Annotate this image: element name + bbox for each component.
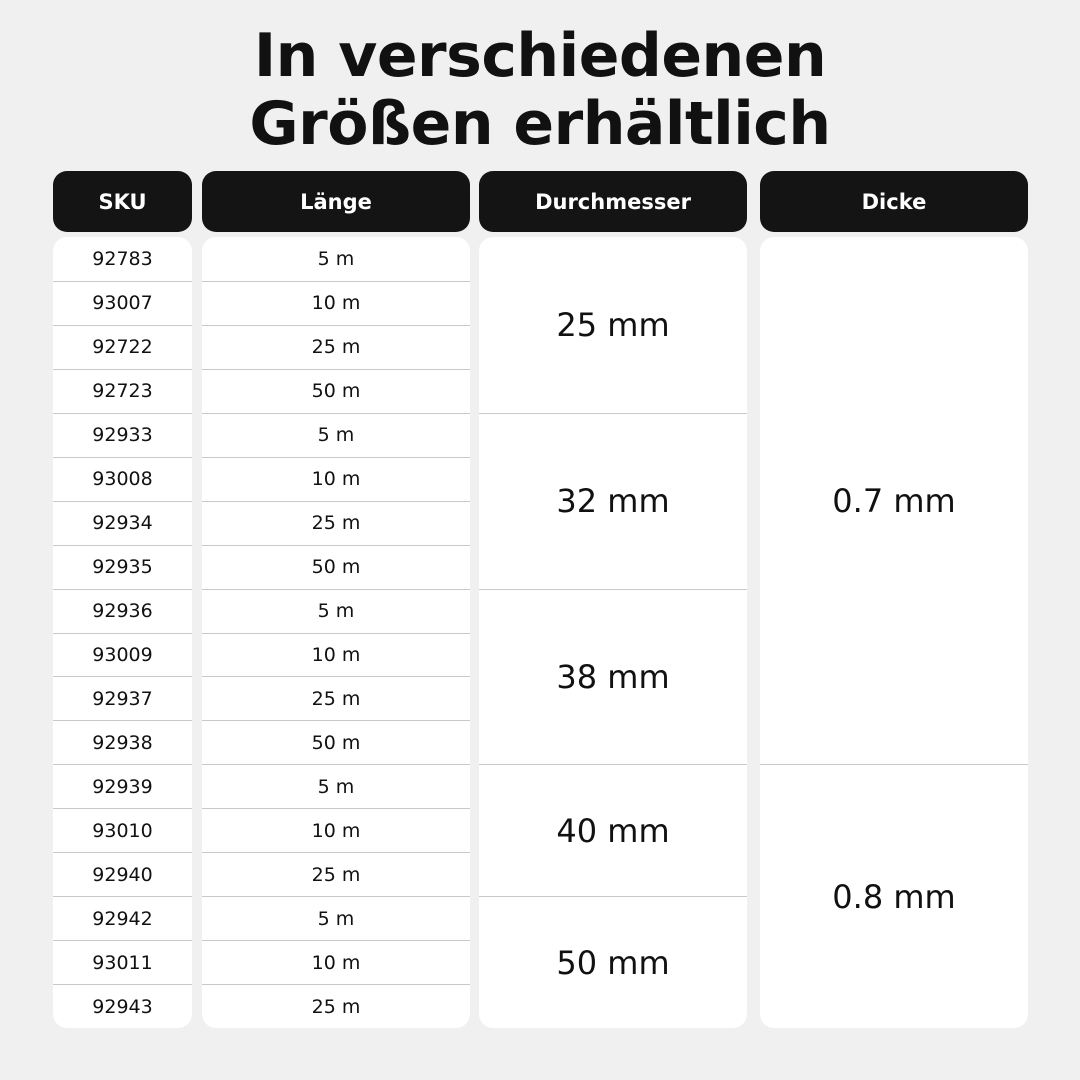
sku-column <box>53 237 192 1028</box>
header-laenge: Länge <box>202 171 470 232</box>
header-durchmesser: Durchmesser <box>479 171 747 232</box>
sku-cell: 93008 <box>53 457 192 501</box>
sku-cell: 92783 <box>92 247 153 270</box>
page-title <box>0 22 1080 158</box>
sku-cell: 92723 <box>53 369 192 413</box>
laenge-cell: 10 m <box>202 808 470 852</box>
header-dicke: Dicke <box>760 171 1028 232</box>
sku-cell: 92939 <box>53 764 192 808</box>
dicke-column <box>760 237 1028 1028</box>
sku-cell: 93009 <box>53 633 192 677</box>
sku-cell: 92933 <box>53 413 192 457</box>
sku-cell: 92937 <box>53 676 192 720</box>
laenge-cell: 5 m <box>202 413 470 457</box>
laenge-column <box>202 237 470 1028</box>
sku-cell: 92940 <box>53 852 192 896</box>
sku-cell: 92943 <box>53 984 192 1028</box>
sku-cell: 93011 <box>53 940 192 984</box>
durchmesser-cell: 40 mm <box>479 764 747 896</box>
sku-cell: 92722 <box>53 325 192 369</box>
sku-cell: 92936 <box>53 589 192 633</box>
laenge-cell: 50 m <box>202 545 470 589</box>
sku-cell: 92938 <box>53 720 192 764</box>
laenge-cell: 5 m <box>202 764 470 808</box>
sku-cell: 92934 <box>53 501 192 545</box>
laenge-cell: 25 m <box>202 984 470 1028</box>
durchmesser-cell: 25 mm <box>556 305 670 344</box>
laenge-cell: 5 m <box>202 589 470 633</box>
sku-cell: 92942 <box>53 896 192 940</box>
laenge-cell: 25 m <box>202 852 470 896</box>
laenge-cell: 25 m <box>202 325 470 369</box>
laenge-cell: 25 m <box>202 501 470 545</box>
laenge-cell: 10 m <box>202 633 470 677</box>
durchmesser-cell: 32 mm <box>479 413 747 589</box>
durchmesser-column <box>479 237 747 1028</box>
laenge-cell: 10 m <box>202 281 470 325</box>
title-line-1: In verschiedenen <box>253 21 827 91</box>
dicke-cell: 0.8 mm <box>760 764 1028 1028</box>
title-line-2: Größen erhältlich <box>249 89 831 159</box>
sku-cell: 92935 <box>53 545 192 589</box>
laenge-cell: 50 m <box>202 369 470 413</box>
laenge-cell: 25 m <box>202 676 470 720</box>
durchmesser-cell: 50 mm <box>479 896 747 1028</box>
laenge-cell: 10 m <box>202 940 470 984</box>
laenge-cell: 10 m <box>202 457 470 501</box>
laenge-cell: 50 m <box>202 720 470 764</box>
sku-cell: 93007 <box>53 281 192 325</box>
header-sku: SKU <box>53 171 192 232</box>
laenge-cell: 5 m <box>317 247 355 270</box>
durchmesser-cell: 38 mm <box>479 589 747 765</box>
dicke-cell: 0.7 mm <box>832 481 956 520</box>
sku-cell: 93010 <box>53 808 192 852</box>
laenge-cell: 5 m <box>202 896 470 940</box>
